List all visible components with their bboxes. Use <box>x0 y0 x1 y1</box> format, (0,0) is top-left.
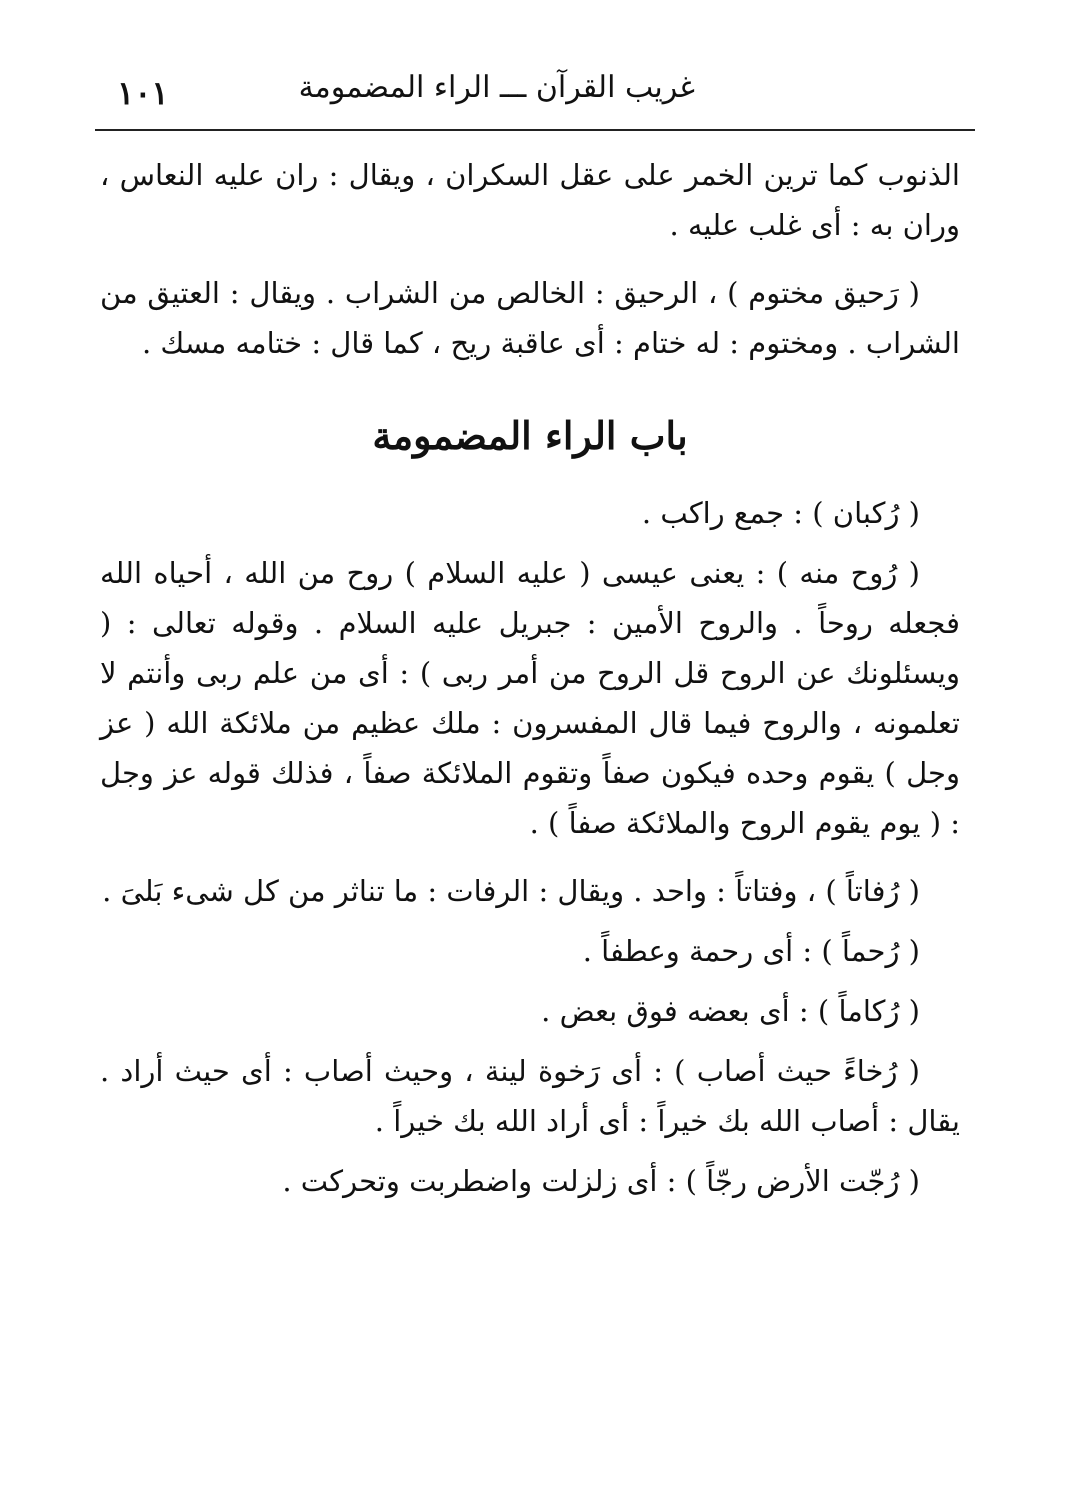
entry-rahiq-makhtum: ( رَحيق مختوم ) ، الرحيق : الخالص من الشراب . ويقال : العتيق من الشراب . ومختوم : له ختام : أى عاقبة ريح ، كما قال : ختامه مسك . <box>100 276 960 360</box>
section-heading: باب الراء المضمومة <box>372 413 688 458</box>
running-title: غريب القرآن ـــ الراء المضمومة <box>298 70 695 105</box>
entry-rukaman: ( رُكاماً ) : أى بعضه فوق بعض . <box>541 994 920 1028</box>
paragraph-continuation: الذنوب كما ترين الخمر على عقل السكران ، ويقال : ران عليه النعاس ، وران به : أى غلب عليه . <box>100 158 960 242</box>
entry-rujjat: ( رُجّت الأرض رجّاً ) : أى زلزلت واضطربت وتحركت . <box>282 1164 920 1198</box>
page-number: ١٠١ <box>117 74 169 112</box>
entry-rufatan: ( رُفاتاً ) ، وفتاتاً : واحد . ويقال : الرفات : ما تناثر من كل شىء بَلىَ . <box>102 874 920 908</box>
page-body <box>100 150 960 1224</box>
entry-rukhaa: ( رُخاءً حيث أصاب ) : أى رَخوة لينة ، وحيث أصاب : أى حيث أراد . يقال : أصاب الله بك خيراً : أى أراد الله بك خيراً . <box>100 1054 960 1138</box>
header-rule <box>95 129 975 131</box>
page-header <box>95 60 975 130</box>
entry-ruh-minhu: ( رُوح منه ) : يعنى عيسى ( عليه السلام ) روح من الله ، أحياه الله فجعله روحاً . والروح الأمين : جبريل عليه السلام . وقوله تعالى : ( ويسئلونك عن الروح قل الروح من أمر ربى ) : أى من علم ربى وأنتم لا تعلمونه ، والروح فيما قال المفسرون : ملك عظيم من ملائكة الله ( عز وجل ) يقوم وحده فيكون صفاً وتقوم الملائكة صفاً ، فذلك قوله عز وجل : ( يوم يقوم الروح والملائكة صفاً ) . <box>100 556 960 840</box>
entry-ruhman: ( رُحماً ) : أى رحمة وعطفاً . <box>582 934 920 968</box>
entry-rukban: ( رُكبان ) : جمع راكب . <box>641 496 920 530</box>
